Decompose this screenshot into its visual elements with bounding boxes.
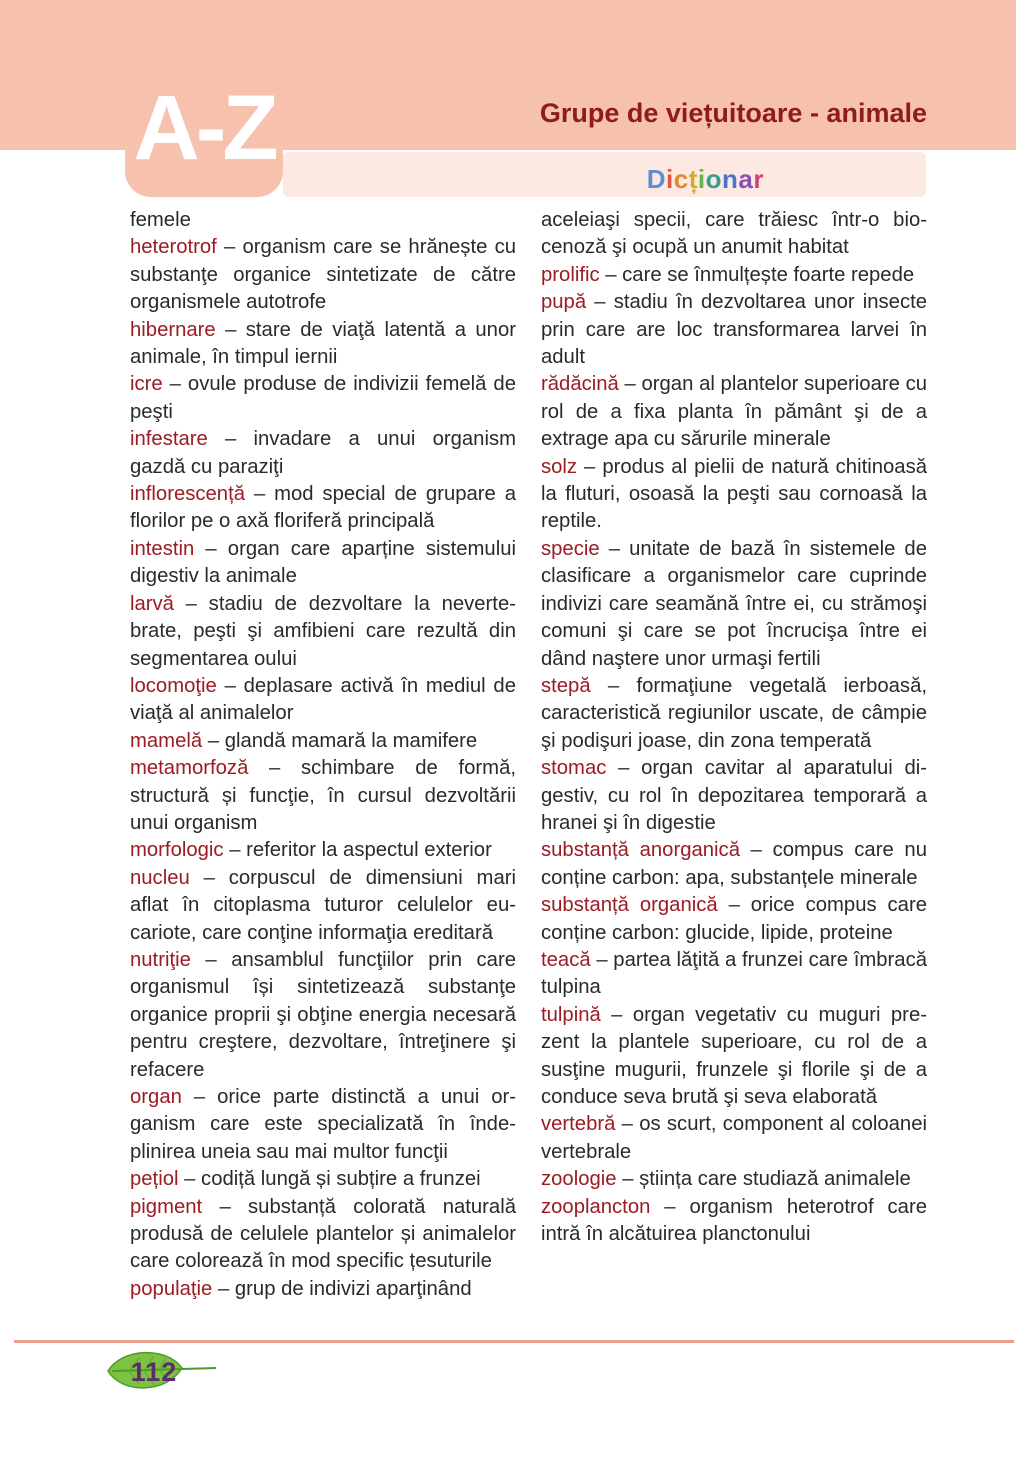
dictionary-entry — [130, 426, 516, 481]
dictionary-definition: – știința care studiază animalele — [616, 1168, 911, 1191]
dictionary-entry — [130, 591, 516, 673]
subtitle-letter: ț — [688, 164, 698, 194]
subtitle-letter: n — [722, 164, 739, 194]
dictionary-definition: – stare de viaţă latentă a unor animale, în timpul iernii — [130, 318, 516, 369]
dictionary-definition: femele — [130, 209, 191, 231]
dictionary-term: vertebră — [541, 1113, 616, 1136]
dictionary-term: nutriţie — [130, 948, 191, 971]
dictionary-term: morfologic — [130, 839, 224, 862]
dictionary-term: infestare — [130, 428, 208, 451]
dictionary-definition: – schimbare de formă, structură și funcţie, în cursul dezvoltării unui organism — [130, 757, 516, 834]
dictionary-term: pigment — [130, 1195, 203, 1218]
dictionary-entry — [130, 371, 516, 426]
dictionary-term: hibernare — [130, 318, 216, 341]
dictionary-entry — [541, 289, 927, 371]
subtitle-letter: a — [738, 164, 754, 194]
dictionary-definition: – stadiu în dezvoltarea unor insecte prin care are loc transformarea larvei în adult — [541, 291, 927, 369]
dictionary-definition: – mod special de grupare a florilor pe o axă floriferă principală — [130, 483, 516, 533]
dictionary-definition: – unitate de bază în sistemele de clasificare a organismelor care cuprinde indivizi care seamănă între ei, cu strămoşi comuni şi care se pot încrucişa între ei dând naştere unor urmaşi fertili — [541, 537, 927, 670]
dictionary-term: locomoţie — [130, 674, 217, 697]
dictionary-term: specie — [541, 537, 600, 560]
dictionary-entry — [541, 371, 927, 453]
dictionary-definition: – produs al pielii de natură chitinoasă la fluturi, osoasă la peşti sau cornoasă la reptile. — [541, 455, 927, 533]
subtitle-letter: r — [753, 164, 764, 194]
dictionary-entry — [541, 947, 927, 1002]
dictionary-definition: – ansamblul funcţiilor prin care organismul își sintetizează substanţe organice proprii şi obţine energia necesară pentru creştere, dezvoltare, întreţinere şi refacere — [130, 948, 516, 1081]
dictionary-definition: – partea lăţită a frunzei care îmbracă tulpina — [541, 948, 927, 999]
dictionary-definition: – organ care aparține sistemului digestiv la animale — [130, 537, 516, 588]
dictionary-entry — [130, 837, 516, 864]
dictionary-entry — [130, 865, 516, 947]
dictionary-entry — [541, 892, 927, 947]
dictionary-term: stepă — [541, 674, 591, 697]
dictionary-definition: – glandă mamară la mamifere — [202, 729, 478, 752]
dictionary-entry — [541, 454, 927, 536]
subtitle-letter: i — [697, 164, 706, 194]
dictionary-term: nucleu — [130, 866, 190, 889]
dictionary-term: prolific — [541, 263, 600, 286]
dictionary-definition: – grup de indivizi aparţinând — [212, 1277, 472, 1300]
dictionary-entry — [541, 207, 927, 262]
dictionary-definition: aceleiaşi specii, care trăiesc într-o biocenoză şi ocupă un anumit habitat — [541, 209, 927, 259]
dictionary-entry — [541, 1166, 927, 1193]
page-title: Grupe de viețuitoare - animale — [539, 98, 927, 128]
dictionary-definition: – orice parte distinctă a unui organism care este specializată în îndeplinirea uneia sau mai multor funcţii — [130, 1086, 516, 1163]
dictionary-definition: – invadare a unui organism gazdă cu paraziţi — [130, 428, 516, 478]
dictionary-term: zooplancton — [541, 1195, 651, 1218]
dictionary-term: pupă — [541, 291, 587, 314]
dictionary-entry — [130, 947, 516, 1084]
dictionary-entry — [541, 673, 927, 755]
dictionary-entry — [541, 1111, 927, 1166]
dictionary-term: organ — [130, 1086, 182, 1108]
dictionary-definition: – organism care se hrănește cu substanţe organice sintetizate de către organismele autotrofe — [130, 236, 516, 314]
dictionary-definition: – stadiu de dezvoltare la nevertebrate, peşti şi amfibieni care rezultă din segmentarea oului — [130, 592, 516, 670]
dictionary-term: populaţie — [130, 1277, 213, 1300]
dictionary-term: zoologie — [541, 1168, 617, 1191]
section-subtitle — [647, 164, 764, 194]
dictionary-definition: – organism heterotrof care intră în alcătuirea planctonului — [541, 1195, 927, 1246]
dictionary-term: substanță organică — [541, 894, 718, 917]
dictionary-term: mamelă — [130, 729, 203, 752]
dictionary-entry — [541, 536, 927, 673]
dictionary-entry — [130, 755, 516, 837]
dictionary-entry — [130, 1084, 516, 1166]
dictionary-definition: – codiță lungă și subțire a frunzei — [178, 1168, 481, 1191]
dictionary-entry — [130, 207, 516, 234]
dictionary-definition: – care se înmulțește foarte repede — [599, 263, 915, 286]
dictionary-entry — [130, 481, 516, 536]
dictionary-entry — [130, 536, 516, 591]
subtitle-letter: c — [673, 164, 689, 194]
dictionary-entry — [541, 1194, 927, 1249]
dictionary-entry — [130, 1276, 516, 1303]
subtitle-letter: o — [705, 164, 723, 194]
dictionary-definition: – compus care nu conține carbon: apa, substanțele minerale — [541, 839, 927, 889]
dictionary-definition: – organ vegetativ cu muguri prezent la plantele superioare, cu rol de a susţine mugurii, frunzele şi florile şi de a conduce seva brută şi seva elaborată — [541, 1003, 927, 1108]
dictionary-term: solz — [541, 455, 578, 478]
dictionary-entry — [541, 755, 927, 837]
dictionary-term: icre — [130, 373, 163, 396]
dictionary-definition: – os scurt, component al coloanei vertebrale — [541, 1113, 927, 1163]
dictionary-term: teacă — [541, 948, 591, 971]
subtitle-bar — [283, 152, 926, 197]
dictionary-entry — [541, 837, 927, 892]
dictionary-term: tulpină — [541, 1003, 601, 1026]
az-badge-text: A-Z — [133, 77, 275, 179]
dictionary-term: intestin — [130, 537, 195, 560]
bottom-divider — [14, 1340, 1014, 1343]
dictionary-entry — [130, 234, 516, 316]
dictionary-right-column — [541, 207, 927, 1248]
dictionary-definition: – corpuscul de dimensiuni mari aflat în citoplasma tuturor celulelor eucariote, care conţine informaţia ereditară — [130, 866, 516, 944]
dictionary-term: stomac — [541, 757, 607, 780]
dictionary-term: rădăcină — [541, 373, 619, 396]
dictionary-definition: – orice compus care conține carbon: glucide, lipide, proteine — [541, 894, 927, 944]
dictionary-definition: – referitor la aspectul exterior — [223, 839, 492, 862]
dictionary-definition: – organ al plantelor superioare cu rol de a fixa planta în pământ şi de a extrage apa cu sărurile minerale — [541, 373, 927, 451]
dictionary-entry — [130, 317, 516, 372]
dictionary-term: pețiol — [130, 1168, 179, 1191]
dictionary-entry — [130, 1166, 516, 1193]
dictionary-term: inflorescență — [130, 483, 245, 506]
dictionary-term: substanță anorganică — [541, 839, 740, 862]
dictionary-definition: – deplasare activă în mediul de viaţă al animalelor — [130, 674, 516, 725]
dictionary-definition: – ovule produse de indivizii femelă de peşti — [130, 373, 516, 423]
dictionary-definition: – formaţiune vegetală ierboasă, caracteristică regiunilor uscate, de câmpie şi podişuri joase, din zona temperată — [541, 674, 927, 752]
subtitle-letter: D — [646, 164, 667, 194]
dictionary-left-column — [130, 207, 516, 1303]
dictionary-entry — [130, 1194, 516, 1276]
dictionary-definition: – substanță colorată naturală produsă de celulele plantelor și animalelor care colorează în mod specific țesuturile — [130, 1195, 516, 1273]
dictionary-definition: – organ cavitar al aparatului digestiv, cu rol în depozitarea temporară a hranei şi în digestie — [541, 757, 927, 834]
dictionary-term: larvă — [130, 592, 174, 615]
page-number: 112 — [130, 1357, 178, 1387]
dictionary-term: metamorfoză — [130, 757, 249, 780]
dictionary-entry — [130, 673, 516, 728]
dictionary-term: heterotrof — [130, 236, 217, 259]
az-badge — [125, 57, 283, 197]
subtitle-letter: i — [666, 164, 674, 194]
dictionary-entry — [541, 1002, 927, 1112]
dictionary-entry — [130, 728, 516, 755]
dictionary-entry — [541, 262, 927, 289]
